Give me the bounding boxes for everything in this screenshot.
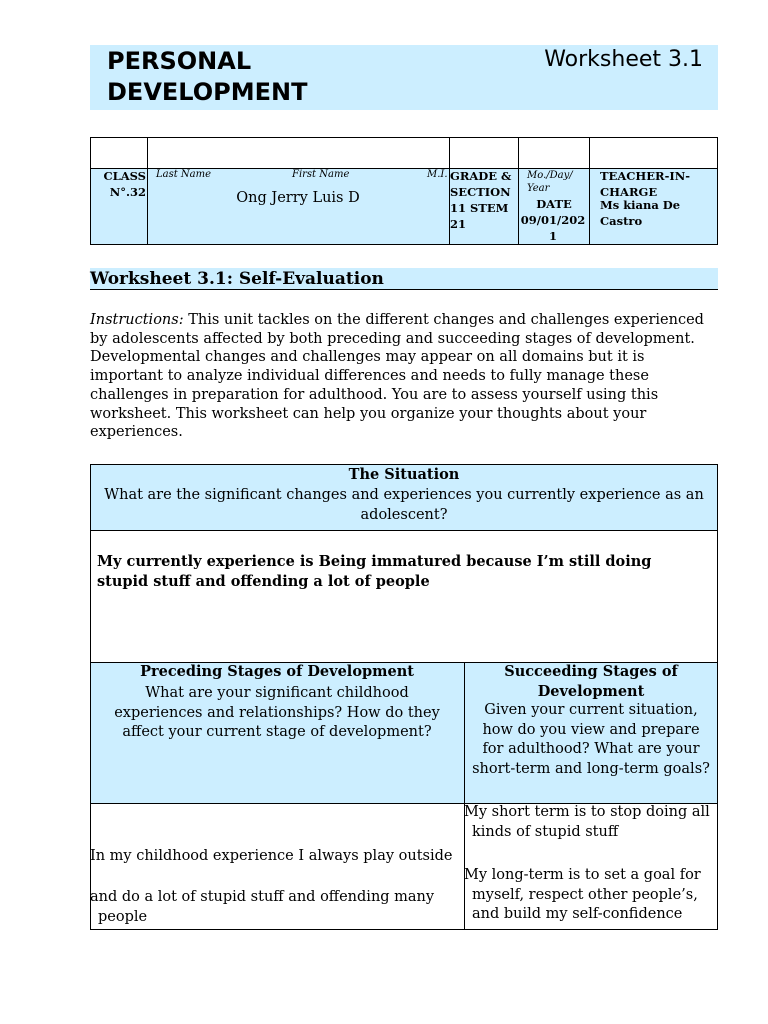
grade-section-label: GRADE & SECTION xyxy=(450,169,512,199)
date-label: DATE xyxy=(536,197,572,211)
instructions-text: This unit tackles on the different changes and challenges experienced by adolescents affected by both preceding and succeeding stages of development. Developmental changes and challenges may appear on all domains but it is important to analyze individual differences and needs to fully manage these challenges in preparation for adulthood. You are to assess yourself using this worksheet. This worksheet can help you organize your thoughts about your experiences. xyxy=(90,312,704,441)
student-name: Ong Jerry Luis D xyxy=(236,190,360,206)
preceding-answer-line-2: and do a lot of stupid stuff and offending many people xyxy=(90,889,435,925)
worksheet-header xyxy=(90,45,718,110)
teacher-label: TEACHER-IN-CHARGE xyxy=(600,169,691,199)
last-name-label: Last Name xyxy=(156,169,212,180)
grade-section-value: 11 STEM 21 xyxy=(450,201,509,231)
preceding-title: Preceding Stages of Development xyxy=(140,663,414,680)
worksheet-number: Worksheet 3.1 xyxy=(544,47,703,72)
situation-title: The Situation xyxy=(348,466,460,483)
succeeding-answer-long: My long-term is to set a goal for myself, respect other people’s, and build my self-confidence xyxy=(464,867,701,922)
date-format-label: Mo./Day/ Year xyxy=(527,170,573,194)
situation-answer: My currently experience is Being immatured because I’m still doing stupid stuff and offending a lot of people xyxy=(97,553,652,590)
instructions-label: Instructions: xyxy=(90,312,184,328)
succeeding-title: Succeeding Stages of Development xyxy=(504,663,678,700)
succeeding-question: Given your current situation, how do you view and prepare for adulthood? What are your short-term and long-term goals? xyxy=(472,702,710,777)
first-name-label: First Name xyxy=(292,169,350,180)
section-heading-text: Worksheet 3.1: Self-Evaluation xyxy=(90,269,384,289)
situation-question: What are the significant changes and experiences you currently experience as an adolescent? xyxy=(104,487,704,523)
instructions-paragraph xyxy=(90,311,718,442)
section-heading xyxy=(90,268,718,290)
student-info-table xyxy=(90,137,718,245)
succeeding-answer-short: My short term is to stop doing all kinds of stupid stuff xyxy=(464,804,710,840)
mi-label: M.I. xyxy=(427,169,448,180)
preceding-answer-line-1: In my childhood experience I always play outside xyxy=(90,848,453,864)
date-value: 09/01/2021 xyxy=(520,213,586,243)
preceding-question: What are your significant childhood experiences and relationships? How do they affect your current stage of development? xyxy=(114,685,440,740)
self-evaluation-table xyxy=(90,464,718,930)
teacher-value: Ms kiana De Castro xyxy=(600,198,681,228)
class-number-label: CLASS N°.32 xyxy=(103,169,146,199)
subject-title: PERSONAL DEVELOPMENT xyxy=(107,47,308,106)
